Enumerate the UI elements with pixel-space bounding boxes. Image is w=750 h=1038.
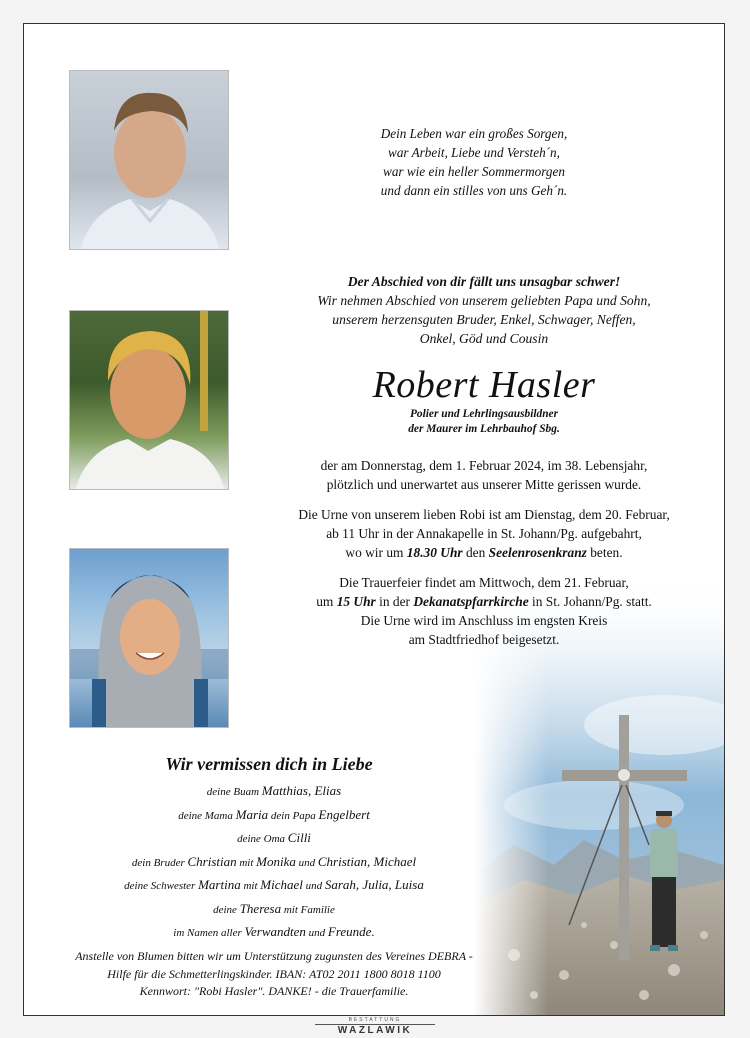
mourner-line <box>64 898 484 922</box>
funeral-line: am Stadtfriedhof beigesetzt. <box>408 632 560 647</box>
urn-text: den <box>462 545 489 560</box>
funeral-text: in der <box>375 594 414 609</box>
relation-text: deine Mama <box>178 809 236 822</box>
mourner-name: Martina <box>198 877 241 892</box>
funeral-text: um <box>316 594 337 609</box>
funeral-home-logo <box>300 1017 450 1037</box>
funeral-home-tagline: BESTATTUNG <box>348 1017 402 1023</box>
donation-line: Anstelle von Blumen bitten wir um Unterstützung zugunsten des Vereines DEBRA - <box>75 949 473 963</box>
poem <box>334 124 614 200</box>
urn-text: beten. <box>586 545 623 560</box>
mourner-name: Christian <box>187 853 237 869</box>
funeral-time: 15 Uhr <box>336 594 376 609</box>
portrait-photo-1 <box>69 70 229 250</box>
relation-text: mit Familie <box>281 903 335 916</box>
announcement <box>244 456 724 660</box>
mourner-name: Verwandten <box>244 924 306 939</box>
mourner-line <box>64 780 484 804</box>
mourner-name: Maria <box>235 806 269 822</box>
farewell-heading: Der Abschied von dir fällt uns unsagbar schwer! <box>347 274 621 289</box>
poem-line: war Arbeit, Liebe und Versteh´n, <box>388 145 560 160</box>
farewell-line: Onkel, Göd und Cousin <box>419 331 549 346</box>
donation-line: Hilfe für die Schmetterlingskinder. IBAN: AT02 2011 1800 8018 1100 <box>107 966 441 981</box>
rosary-name: Seelenrosenkranz <box>488 545 587 560</box>
relation-text: deine Buam <box>206 786 262 798</box>
mourner-name: Sarah, Julia, Luisa <box>324 877 424 892</box>
death-line: der am Donnerstag, dem 1. Februar 2024, im 38. Lebensjahr, <box>320 458 648 473</box>
farewell-line: Wir nehmen Abschied von unserem geliebten Papa und Sohn, <box>317 293 651 308</box>
farewell-line: unserem herzensguten Bruder, Enkel, Schwager, Neffen, <box>332 312 636 327</box>
donation-note <box>34 948 514 1001</box>
relation-text: deine <box>213 903 240 916</box>
poem-line: Dein Leben war ein großes Sorgen, <box>380 126 568 141</box>
mourner-line <box>64 827 484 851</box>
mourner-name: Theresa <box>239 900 282 916</box>
urn-line: Die Urne von unserem lieben Robi ist am Dienstag, dem 20. Februar, <box>298 507 670 522</box>
deceased-name: Robert Hasler <box>372 364 596 406</box>
death-line: plötzlich und unerwartet aus unserer Mitte gerissen wurde. <box>326 477 642 492</box>
mourner-line <box>64 874 484 898</box>
portrait-photo-3 <box>69 548 229 728</box>
poem-line: war wie ein heller Sommermorgen <box>383 164 565 179</box>
mourners-title: Wir vermissen dich in Liebe <box>165 754 373 774</box>
deceased-role <box>344 407 624 437</box>
mourner-line <box>64 851 484 875</box>
donation-line: Kennwort: "Robi Hasler". DANKE! - die Trauerfamilie. <box>139 984 409 998</box>
funeral-line: Die Trauerfeier findet am Mittwoch, dem 21. Februar, <box>339 575 629 590</box>
urn-paragraph <box>244 505 724 562</box>
relation-text: und <box>305 927 328 939</box>
urn-text: wo wir um <box>345 545 407 560</box>
poem-line: und dann ein stilles von uns Geh´n. <box>380 183 568 198</box>
portrait-photo-2 <box>69 310 229 490</box>
relation-text: im Namen aller <box>173 927 245 939</box>
funeral-text: in St. Johann/Pg. statt. <box>528 594 652 609</box>
relation-text: dein Papa <box>268 809 319 822</box>
relation-text: mit <box>240 880 261 892</box>
mourners-list <box>64 780 484 945</box>
relation-text: und <box>295 856 318 869</box>
mourner-name: Cilli <box>287 830 311 845</box>
death-paragraph <box>244 456 724 494</box>
relation-text: mit <box>236 856 257 869</box>
mourner-name: Christian, Michael <box>317 853 417 869</box>
role-line: Polier und Lehrlingsausbildner <box>409 408 559 420</box>
mourner-name: Matthias, Elias <box>261 783 342 798</box>
relation-text: deine Oma <box>237 833 288 845</box>
farewell-text <box>264 272 704 348</box>
mourner-line <box>64 804 484 828</box>
funeral-home-name: WAZLAWIK <box>337 1025 413 1036</box>
rosary-time: 18.30 Uhr <box>406 545 463 560</box>
funeral-church: Dekanatspfarrkirche <box>413 594 529 609</box>
relation-text: und <box>302 880 325 892</box>
mourner-name: Michael <box>260 877 303 892</box>
funeral-paragraph <box>244 573 724 649</box>
mourner-name: Monika <box>256 853 296 869</box>
mourner-name: Engelbert <box>318 806 370 822</box>
role-line: der Maurer im Lehrbauhof Sbg. <box>408 423 560 435</box>
urn-line: ab 11 Uhr in der Annakapelle in St. Johann/Pg. aufgebahrt, <box>326 526 642 541</box>
funeral-line: Die Urne wird im Anschluss im engsten Kreis <box>360 613 608 628</box>
mourner-line <box>64 921 484 945</box>
obituary-card <box>23 23 725 1016</box>
relation-text: dein Bruder <box>131 856 188 869</box>
mourner-name: Freunde. <box>327 924 375 939</box>
relation-text: deine Schwester <box>124 880 199 892</box>
